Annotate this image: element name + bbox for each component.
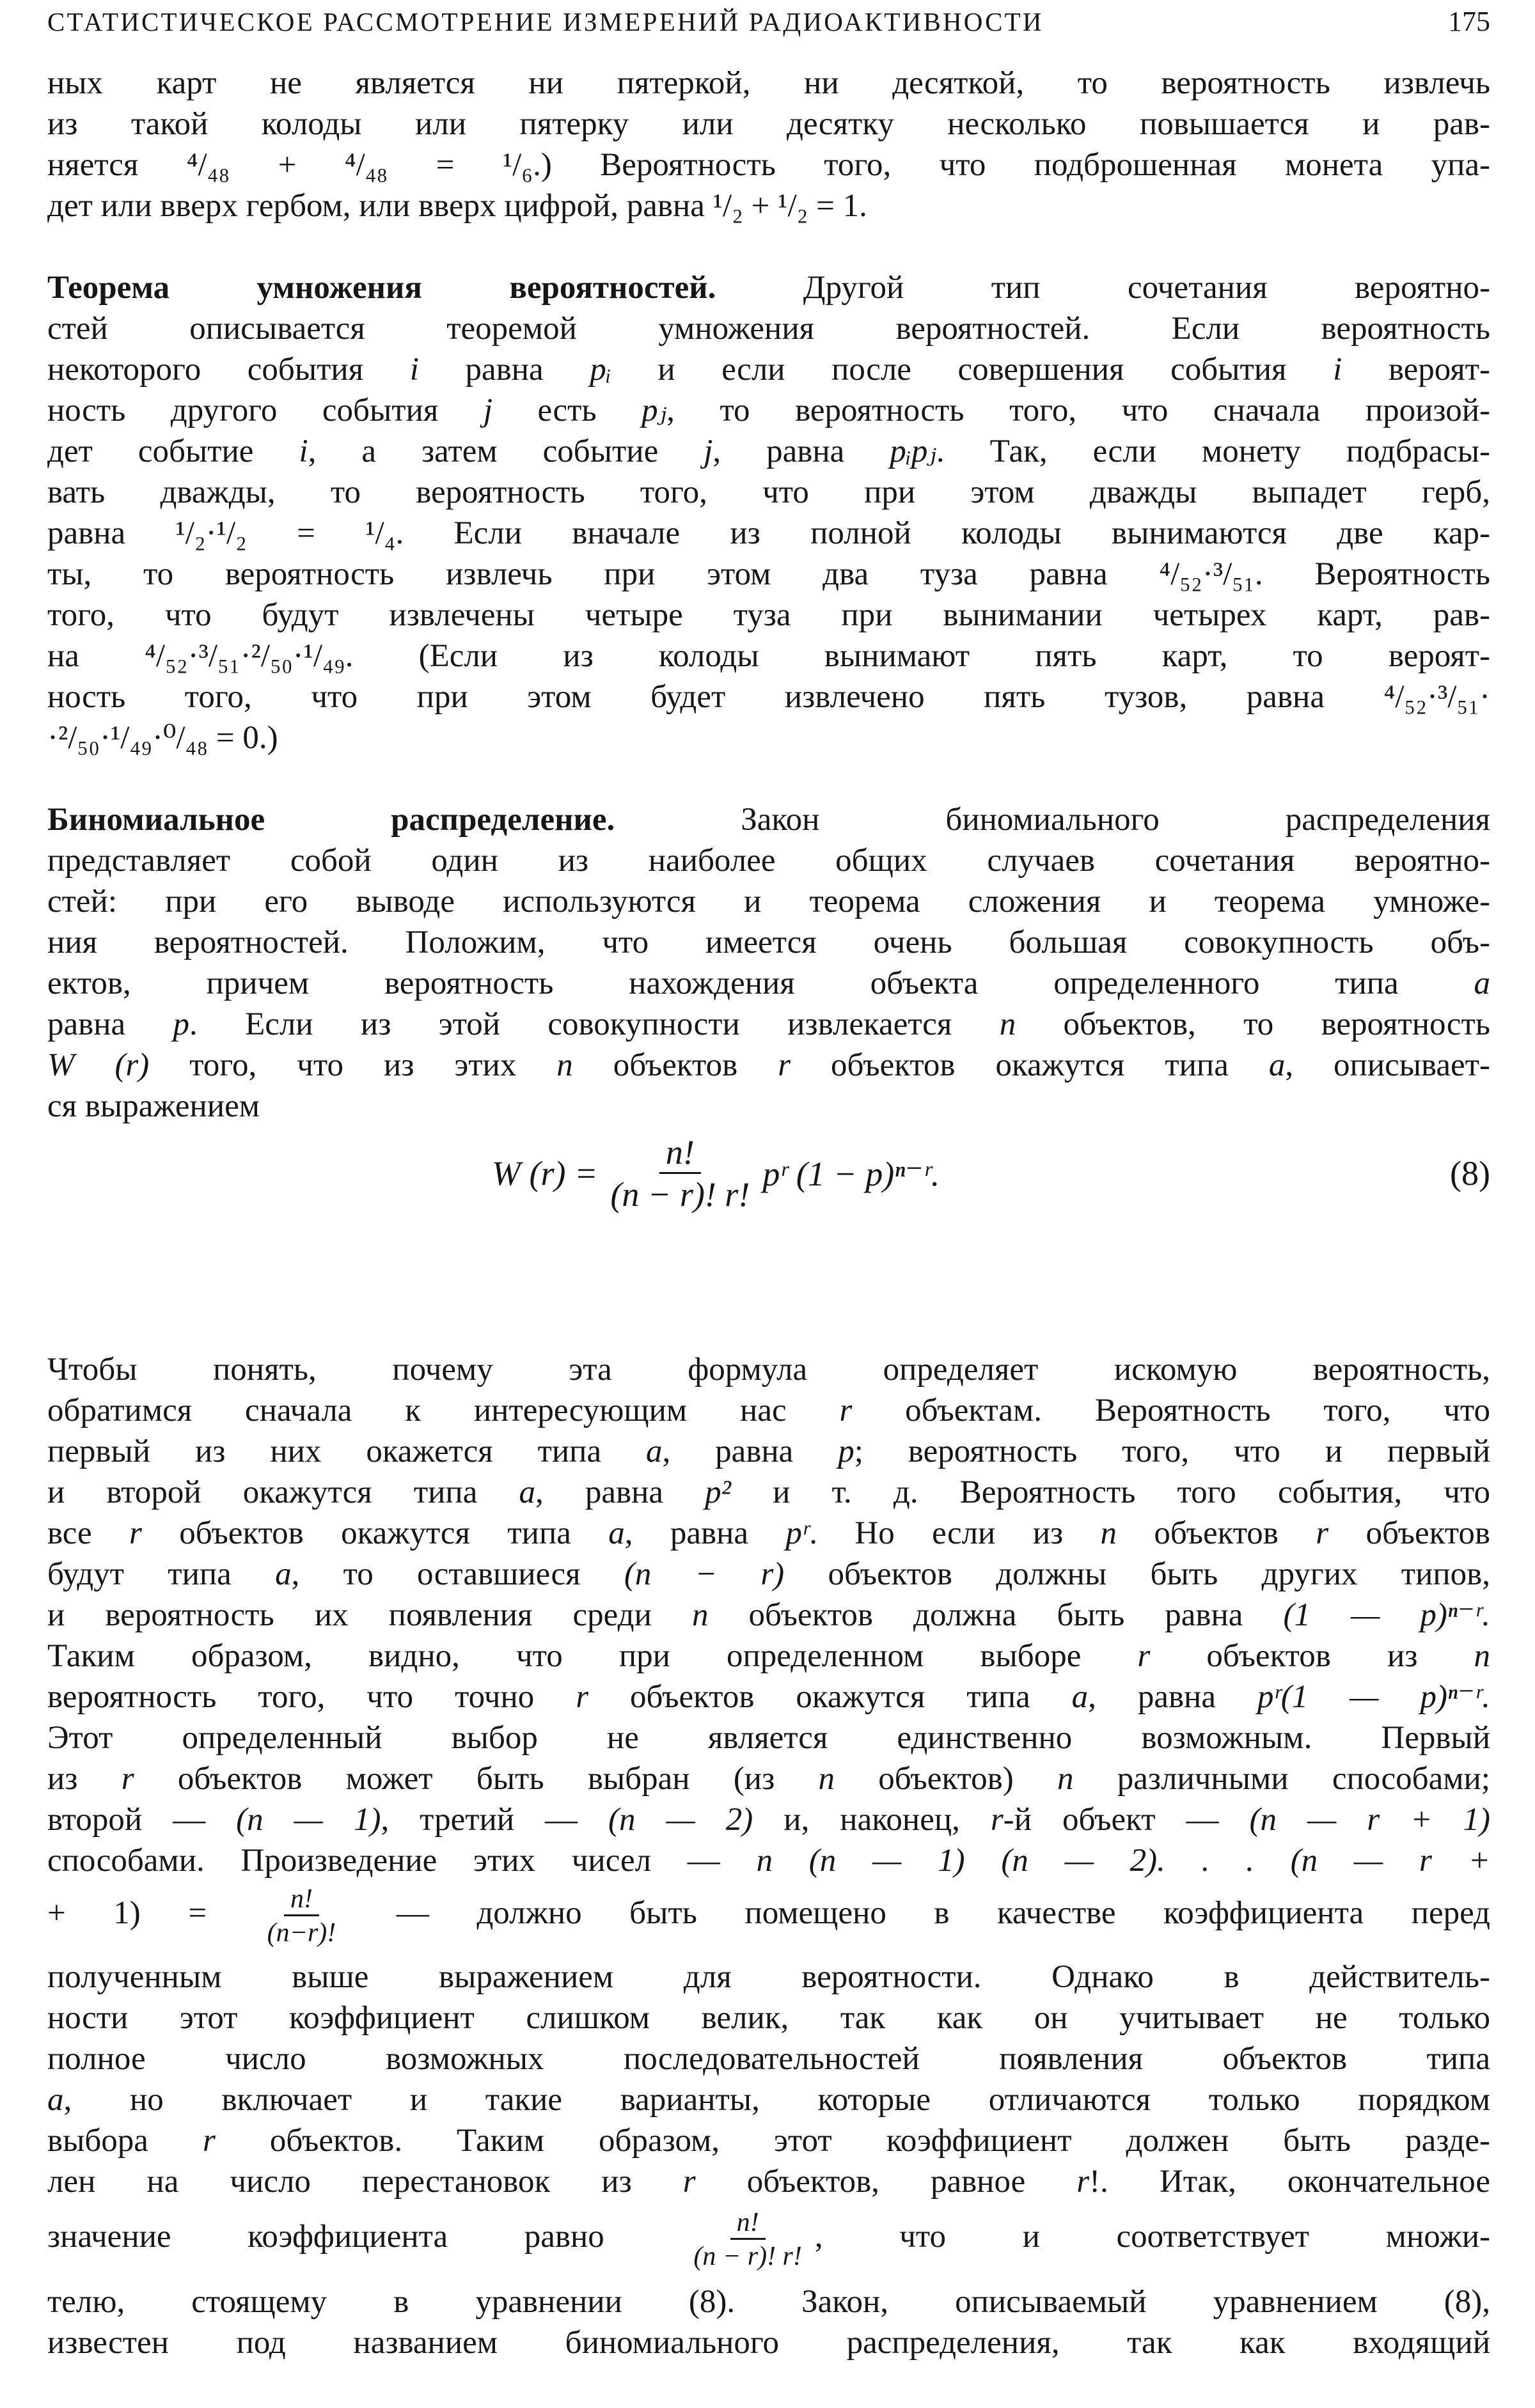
text-line: некоторого события i равна pᵢ и если после совершения события i вероят- (47, 352, 1490, 387)
text-line: значение коэффициента равно $\frac{n!}{(n - r)! r!}$ , что и соответствует множи- (47, 2207, 1490, 2271)
text-line: W (r) того, что из этих n объектов r объектов окажутся типа a, описывает- (47, 1047, 1490, 1083)
math-fraction-sum: ⁴/₄₈ + ⁴/₄₈ = ¹/₆ (186, 147, 533, 183)
equation-fraction: $\frac{n!}{(n - r)! r!}$ (610, 1132, 750, 1214)
text-line: телю, стоящему в уравнении (8). Закон, описываемый уравнением (8), (47, 2284, 1490, 2320)
text-line: полученным выше выражением для вероятности. Однако в действитель- (47, 1959, 1490, 1995)
text-line: ности этот коэффициент слишком велик, так как он учитывает не только (47, 2000, 1490, 2036)
text-line: и второй окажутся типа a, равна p² и т. д. Вероятность того события, что (47, 1474, 1490, 1510)
text-line: ния вероятностей. Положим, что имеется очень большая совокупность объ- (47, 925, 1490, 960)
text-line: + 1) = $\frac{n!}{(n-r)!}$ — должно быть помещено в качестве коэффициента перед (47, 1884, 1490, 1948)
text-line: няется ⁴/₄₈ + ⁴/₄₈ = ¹/₆.) Вероятность того, что подброшенная монета упа- (47, 147, 1490, 183)
text-line: ектов, причем вероятность нахождения объекта определенного типа a (47, 966, 1490, 1001)
inline-fraction: $\frac{n!}{(n - r)! r!}$ (693, 2207, 802, 2271)
equation-number: (8) (1450, 1154, 1490, 1192)
text-line: дет или вверх гербом, или вверх цифрой, равна ¹/₂ + ¹/₂ = 1. (47, 188, 867, 224)
text-line: представляет собой один из наиболее общих случаев сочетания вероятно- (47, 843, 1490, 879)
book-page (47, 0, 1490, 2408)
text-line: Теорема умножения вероятностей. Другой тип сочетания вероятно- (47, 270, 1490, 306)
text-line: стей описывается теоремой умножения вероятностей. Если вероятность (47, 311, 1490, 347)
text-line: ты, то вероятность извлечь при этом два туза равна ⁴/₅₂·³/₅₁. Вероятность (47, 556, 1490, 592)
text-line: вероятность того, что точно r объектов окажутся типа a, равна pʳ(1 — p)ⁿ⁻ʳ. (47, 1679, 1490, 1715)
text-line: того, что будут извлечены четыре туза при вынимании четырех карт, рав- (47, 597, 1490, 633)
text-line: полное число возможных последовательностей появления объектов типа (47, 2041, 1490, 2077)
text-line: равна ¹/₂·¹/₂ = ¹/₄. Если вначале из полной колоды вынимаются две кар- (47, 515, 1491, 551)
text-line: способами. Произведение этих чисел — n (n — 1) (n — 2). . . (n — r + (47, 1843, 1490, 1879)
text-line: из r объектов может быть выбран (из n объектов) n различными способами; (47, 1761, 1490, 1797)
text-line: и вероятность их появления среди n объектов должна быть равна (1 — p)ⁿ⁻ʳ. (47, 1597, 1490, 1633)
text-line: ных карт не является ни пятеркой, ни десяткой, то вероятность извлечь (47, 65, 1490, 101)
text-line: известен под названием биномиального распределения, так как входящий (47, 2325, 1490, 2361)
text-line: Биномиальное распределение. Закон биномиального распределения (47, 802, 1491, 838)
text-line: будут типа a, то оставшиеся (n − r) объектов должны быть других типов, (47, 1556, 1490, 1592)
text-line: равна p. Если из этой совокупности извлекается n объектов, то вероятность (47, 1006, 1491, 1042)
text-line: дет событие i, а затем событие j, равна pᵢpⱼ. Так, если монету подбрасы- (47, 434, 1490, 469)
section-heading: Теорема умножения вероятностей. (47, 270, 716, 306)
text-line: ·²/₅₀·¹/₄₉·⁰/₄₈ = 0.) (47, 720, 278, 756)
text-line: все r объектов окажутся типа a, равна pʳ. Но если из n объектов r объектов (47, 1515, 1490, 1551)
math-half-sum: ¹/₂ + ¹/₂ (712, 188, 808, 224)
text-line: лен на число перестановок из r объектов, равное r!. Итак, окончательное (47, 2164, 1490, 2200)
text-line: a, но включает и такие варианты, которые отличаются только порядком (47, 2082, 1490, 2118)
text-line: обратимся сначала к интересующим нас r объектам. Вероятность того, что (47, 1393, 1491, 1428)
text-line: вать дважды, то вероятность того, что при этом дважды выпадет герб, (47, 474, 1490, 510)
text-line: Таким образом, видно, что при определенном выборе r объектов из n (47, 1638, 1490, 1674)
text-line: ся выражением (47, 1088, 260, 1124)
equation-8 (47, 1125, 1490, 1221)
text-line: стей: при его выводе используются и теорема сложения и теорема умноже- (47, 884, 1490, 919)
text-line: Этот определенный выбор не является единственно возможным. Первый (47, 1720, 1490, 1756)
text-line: Чтобы понять, почему эта формула определяет искомую вероятность, (47, 1352, 1490, 1388)
page-number: 175 (1448, 6, 1490, 37)
text-line: первый из них окажется типа a, равна p; вероятность того, что и первый (47, 1434, 1491, 1469)
text-line: из такой колоды или пятерку или десятку несколько повышается и рав- (47, 106, 1490, 142)
text-line: второй — (n — 1), третий — (n — 2) и, наконец, r-й объект — (n — r + 1) (47, 1802, 1490, 1838)
section-heading: Биномиальное распределение. (47, 802, 615, 838)
inline-fraction: $\frac{n!}{(n-r)!}$ (267, 1884, 336, 1948)
text-line: на ⁴/₅₂·³/₅₁·²/₅₀·¹/₄₉. (Если из колоды вынимают пять карт, то вероят- (47, 638, 1490, 674)
text-line: ность того, что при этом будет извлечено пять тузов, равна ⁴/₅₂·³/₅₁· (47, 679, 1490, 715)
text-line: ность другого события j есть pⱼ, то вероятность того, что сначала произой- (47, 393, 1491, 428)
equation-body: W (r) = $\frac{n!}{(n - r)! r!}$ pʳ (1 − p)ⁿ⁻ʳ. (492, 1132, 940, 1214)
page-header (47, 5, 1490, 43)
text-line: выбора r объектов. Таким образом, этот коэффициент должен быть разде- (47, 2123, 1490, 2159)
running-title: СТАТИСТИЧЕСКОЕ РАССМОТРЕНИЕ ИЗМЕРЕНИЙ РАДИОАКТИВНОСТИ (47, 7, 1044, 36)
